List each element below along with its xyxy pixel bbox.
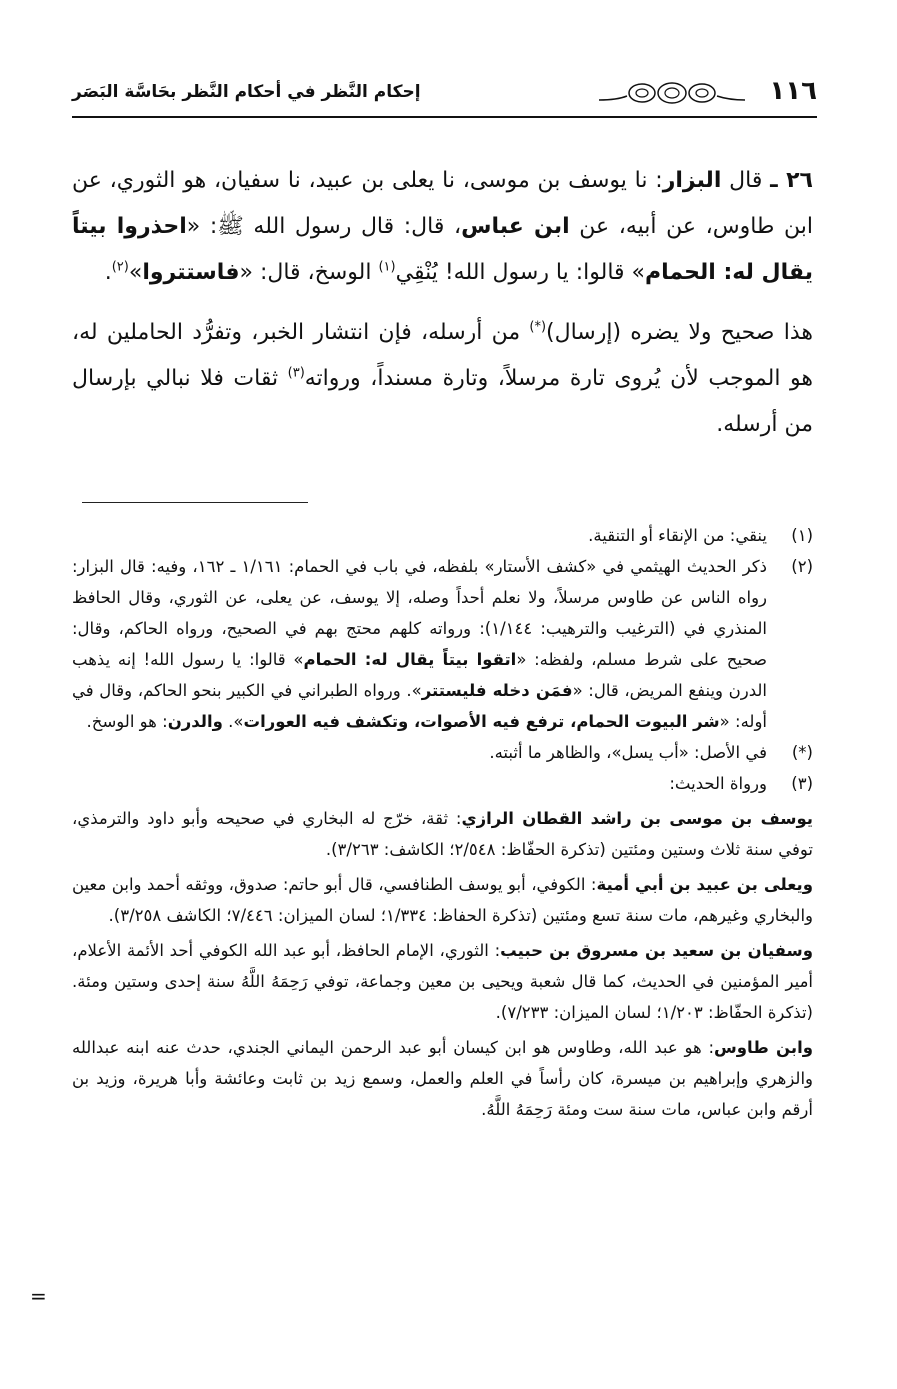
- page-number: ١١٦: [769, 76, 817, 106]
- bold-run: احذروا بيتاً يقال له: الحمام: [72, 214, 813, 285]
- footnote-ref: (*): [529, 319, 547, 335]
- footnote-ref: (١): [378, 259, 396, 275]
- footnote-number: (*): [791, 743, 813, 762]
- narrator-text: : ثقة، خرّج له البخاري في صحيحه وأبو داود والترمذي، توفي سنة ثلاث وستين ومئتين (تذكرة الحفّاظ: ٢/٥٤٨؛ الكاشف: ٣/٢٦٣).: [72, 809, 813, 859]
- text-run: الوسخ، قال: «: [239, 260, 379, 285]
- continuation-mark: =: [30, 1284, 47, 1308]
- footnote-text: [72, 551, 767, 737]
- narrator-text: : هو عبد الله، وطاوس هو ابن كيسان أبو عبد الرحمن اليماني الجندي، حدث عنه ابنه عبدالله والزهري وإبراهيم بن ميسرة، كان رأساً في العلم والعمل، وسمع زيد بن ثابت وعائشة وأبا هريرة، وزيد بن أرقم وابن عباس، مات سنة ست ومئة رَحِمَهُ اللَّهُ.: [72, 1038, 813, 1119]
- footnote-text: في الأصل: «أب يسل»، والظاهر ما أثبته.: [489, 743, 767, 762]
- footnote-3: [72, 768, 813, 799]
- text-run: قال: [729, 168, 763, 193]
- bold-run: شر البيوت الحمام، ترفع فيه الأصوات، وتكشف فيه العورات: [243, 712, 720, 731]
- footnote-text: ورواة الحديث:: [669, 774, 767, 793]
- header-rule: [72, 116, 817, 118]
- text-run: من أرسله، فإن انتشار الخبر، وتفرُّد الحاملين له، هو الموجب لأن يُروى تارة مرسلاً، وتارة مسنداً، ورواته: [72, 320, 813, 391]
- bold-run: البزار: [662, 168, 722, 193]
- footnote-ref: (٣): [287, 365, 305, 381]
- narrator-text: : الكوفي، أبو يوسف الطنافسي، قال أبو حاتم: صدوق، ووثقه أحمد وابن معين والبخاري وغيرهم، مات سنة تسع ومئتين (تذكرة الحفاظ: ١/٣٣٤؛ لسان الميزان: ٧/٤٤٦؛ الكاشف ٣/٢٥٨).: [72, 875, 813, 925]
- text-run: ثقات فلا نبالي بإرسال من أرسله.: [72, 366, 813, 437]
- text-run: ».: [222, 712, 244, 731]
- narrator-name: يوسف بن موسى بن راشد القطان الرازي: [461, 809, 813, 828]
- running-title: إحكام النَّظر في أحكام النَّظر بحَاسَّة البَصَر: [72, 82, 421, 102]
- narrator-bio: [72, 935, 813, 1028]
- bold-run: والدرن: [167, 712, 223, 731]
- footnote-ref: (٢): [111, 259, 129, 275]
- text-run: هذا صحيح ولا يضره (إرسال): [546, 320, 813, 345]
- footnotes: [72, 520, 813, 1125]
- text-run: ». ورواه الطبراني في الكبير بنحو الحاكم، وقال في أوله: «: [72, 681, 767, 731]
- bold-run: اتقوا بيتاً يقال له: الحمام: [303, 650, 517, 669]
- narrator-bio: [72, 1032, 813, 1125]
- footnote-number: (١): [791, 526, 813, 545]
- main-text: [72, 158, 813, 448]
- text-run: .: [104, 260, 112, 285]
- text-run: » قالوا: يا رسول الله! إنه يذهب الدرن وينفع المريض، قال: «: [72, 650, 767, 700]
- text-run: » قالوا: يا رسول الله! يُنْقِي: [395, 260, 646, 285]
- bold-run: فمَن دخله فليستتر: [421, 681, 573, 700]
- footnote-1: [72, 520, 813, 551]
- narrator-text: : الثوري، الإمام الحافظ، أبو عبد الله الكوفي أحد الأئمة الأعلام، أمير المؤمنين في الحديث، كما قال شعبة ويحيى بن معين وجماعة، توفي رَحِمَهُ اللَّهُ سنة إحدى وستين ومئة. (تذكرة الحفّاظ: ١/٢٠٣؛ لسان الميزان: ٧/٢٣٣).: [72, 941, 813, 1022]
- footnote-text: ينقي: من الإنقاء أو التنقية.: [588, 526, 767, 545]
- hadith-number: ٢٦ ـ: [770, 168, 813, 193]
- narrator-bios: [72, 803, 813, 1125]
- footnote-star: [72, 737, 813, 768]
- hadith-paragraph: [72, 158, 813, 296]
- text-run: »: [128, 260, 143, 285]
- text-run: : هو الوسخ.: [86, 712, 168, 731]
- ornament-icon: [597, 78, 747, 108]
- narrator-name: وابن طاوس: [714, 1038, 813, 1057]
- page-header: [72, 72, 817, 122]
- text-run: ، قال: قال رسول الله ﷺ: «: [186, 214, 462, 239]
- footnote-2: [72, 551, 813, 737]
- commentary-paragraph: [72, 310, 813, 448]
- narrator-bio: [72, 869, 813, 931]
- footnote-separator: [82, 502, 308, 503]
- footnote-number: (٢): [791, 557, 813, 576]
- narrator-name: وسفيان بن سعيد بن مسروق بن حبيب: [500, 941, 813, 960]
- bold-run: فاستتروا: [142, 260, 240, 285]
- footnote-number: (٣): [791, 774, 813, 793]
- bold-run: ابن عباس: [461, 214, 570, 239]
- text-run: ذكر الحديث الهيثمي في «كشف الأستار» بلفظه، في باب في الحمام: ١/١٦١ ـ ١٦٢، وفيه: قال البزار: رواه الناس عن طاوس مرسلاً، ولا نعلم أحداً وصله، إلا يوسف، عن يعلى، عن الثوري، وقال الحافظ المنذري في (الترغيب والترهيب: ١/١٤٤): ورواته كلهم محتج بهم في الصحيح، ورواه الحاكم، وقال: صحيح على شرط مسلم، ولفظه: «: [72, 557, 768, 669]
- narrator-bio: [72, 803, 813, 865]
- text-run: : نا يوسف بن موسى، نا يعلى بن عبيد، نا سفيان، هو الثوري، عن ابن طاوس، عن أبيه، عن: [72, 168, 813, 239]
- narrator-name: ويعلى بن عبيد بن أبي أمية: [596, 875, 814, 894]
